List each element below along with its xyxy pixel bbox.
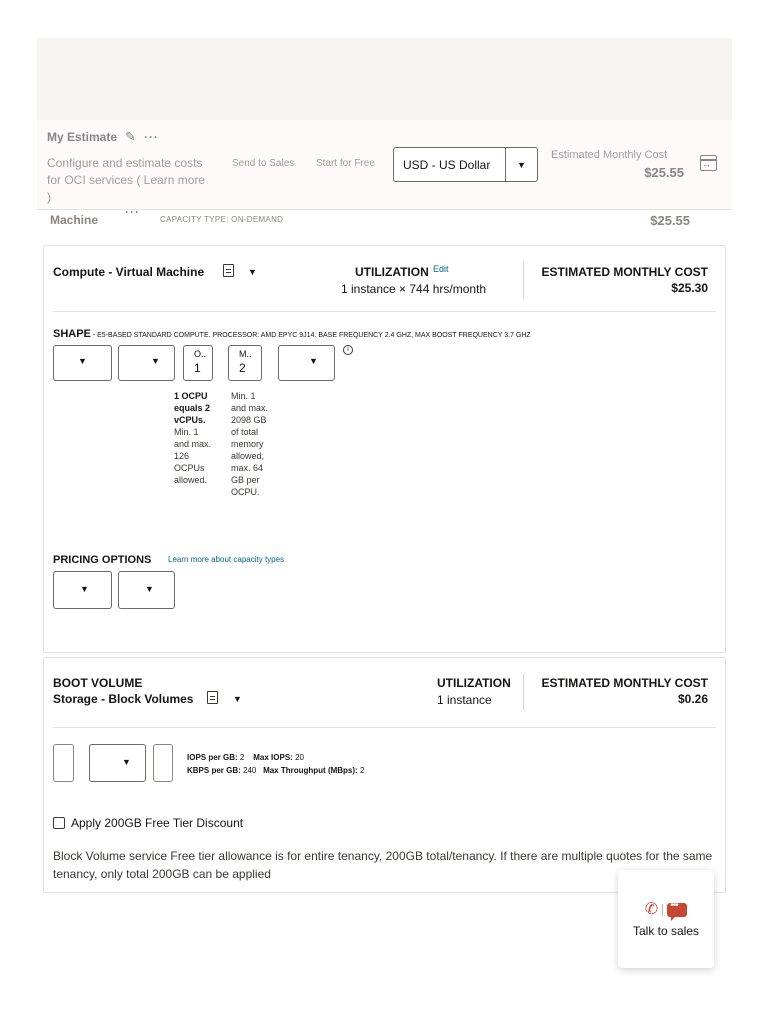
chevron-down-icon: ▼	[122, 757, 131, 767]
capacity-select[interactable]	[118, 571, 175, 609]
chevron-down-icon[interactable]: ▼	[248, 267, 257, 277]
chevron-down-icon[interactable]: ▼	[233, 694, 242, 704]
estimate-description-line: )	[47, 190, 51, 204]
max-iops-value: 20	[295, 753, 304, 762]
chevron-down-icon: ▼	[80, 584, 89, 594]
divider	[523, 674, 524, 710]
ocpu-help-text	[174, 390, 214, 486]
cost-value: $0.26	[677, 692, 708, 706]
estimate-title-row	[47, 129, 159, 145]
divider	[53, 311, 716, 312]
machine-row	[37, 205, 732, 231]
more-icon[interactable]: ···	[125, 205, 140, 219]
ocpu-help: Min. 1 and max. 126 OCPUs allowed.	[174, 427, 212, 485]
monthly-cost-label: Estimated Monthly Cost	[551, 149, 668, 161]
memory-input[interactable]	[228, 345, 262, 381]
chevron-down-icon: ▼	[309, 356, 318, 366]
calendar-icon[interactable]	[700, 155, 717, 171]
iops-per-gb-label: IOPS per GB:	[187, 753, 238, 762]
info-icon[interactable]: i	[343, 345, 353, 355]
memory-value: 2	[239, 361, 246, 375]
capacity-type: CAPACITY TYPE: ON-DEMAND	[160, 215, 284, 224]
iops-info	[187, 751, 364, 777]
iops-per-gb-value: 2	[239, 753, 245, 762]
estimate-title: My Estimate	[47, 130, 118, 144]
free-tier-checkbox[interactable]	[53, 817, 65, 829]
utilization-label: UTILIZATION	[437, 676, 511, 690]
shape-heading	[53, 328, 531, 340]
divider	[523, 262, 524, 298]
max-throughput-value: 2	[359, 766, 365, 775]
talk-icons	[638, 900, 694, 920]
chevron-down-icon[interactable]: ▼	[505, 148, 537, 181]
volume-size-input[interactable]	[53, 744, 74, 782]
send-to-sales-link[interactable]: Send to Sales	[232, 158, 295, 169]
ocpu-label: O..	[194, 349, 207, 359]
cost-label: ESTIMATED MONTHLY COST	[541, 265, 708, 279]
utilization-edit-link[interactable]: Edit	[433, 264, 449, 274]
network-select[interactable]	[278, 345, 335, 381]
top-banner-area	[37, 38, 732, 120]
memory-label: M..	[239, 349, 252, 359]
chat-icon	[667, 903, 687, 917]
machine-cost: $25.55	[650, 213, 690, 228]
ocpu-help-bold: 1 OCPU equals 2 vCPUs.	[174, 391, 211, 425]
more-icon[interactable]: ···	[143, 130, 159, 144]
memory-help-text: Min. 1 and max. 2098 GB of total memory allowed, max. 64 GB per OCPU.	[231, 391, 269, 497]
document-icon[interactable]	[223, 264, 234, 277]
capacity-types-link[interactable]: Learn more about capacity types	[168, 555, 285, 564]
pencil-icon[interactable]: ✎	[125, 129, 136, 144]
utilization-value: 1 instance	[437, 693, 492, 707]
kbps-per-gb-value: 240	[243, 766, 257, 775]
chevron-down-icon: ▼	[78, 356, 87, 366]
machine-label: Machine	[50, 213, 99, 227]
estimate-description-line: Configure and estimate costs	[47, 156, 203, 170]
estimate-header	[37, 120, 732, 210]
shape-select[interactable]	[118, 345, 175, 381]
currency-value: USD - US Dollar	[403, 157, 491, 172]
chevron-down-icon: ▼	[151, 356, 160, 366]
chevron-down-icon: ▼	[145, 584, 154, 594]
boot-volume-title: Storage - Block Volumes	[53, 692, 194, 706]
max-throughput-label: Max Throughput (MBps):	[263, 766, 358, 775]
performance-select[interactable]	[89, 744, 146, 782]
compute-card	[43, 245, 726, 653]
cost-value: $25.30	[671, 281, 708, 295]
free-tier-label[interactable]: Apply 200GB Free Tier Discount	[71, 816, 244, 830]
pricing-options-label: PRICING OPTIONS	[53, 554, 152, 566]
free-tier-note: Block Volume service Free tier allowance is for entire tenancy, 200GB total/tenancy. If there are multiple quotes for the same tenancy, only total 200GB can be applied	[53, 849, 713, 881]
boot-volume-card	[43, 657, 726, 893]
utilization-label: UTILIZATION	[355, 265, 429, 279]
utilization-value: 1 instance × 744 hrs/month	[341, 282, 487, 296]
shape-series-select[interactable]	[53, 345, 112, 381]
talk-to-sales-widget[interactable]	[618, 870, 714, 968]
phone-icon: ✆	[644, 901, 659, 918]
document-icon[interactable]	[207, 691, 218, 704]
boot-volume-header: BOOT VOLUME	[53, 676, 143, 690]
estimate-description	[47, 155, 227, 206]
separator	[662, 904, 663, 916]
shape-description: - E5-BASED STANDARD COMPUTE. PROCESSOR: AMD EPYC 9J14. BASE FREQUENCY 2.4 GHZ, MAX BOOST FREQUENCY 3.7 GHZ	[90, 332, 531, 339]
ocpu-input[interactable]	[183, 345, 213, 381]
ocpu-value: 1	[194, 361, 201, 375]
divider	[53, 727, 716, 728]
cost-label: ESTIMATED MONTHLY COST	[541, 676, 708, 690]
learn-more-link[interactable]: for OCI services ( Learn more	[47, 173, 206, 187]
monthly-cost-value: $25.55	[644, 165, 684, 180]
kbps-per-gb-label: KBPS per GB:	[187, 766, 241, 775]
shape-label: SHAPE	[53, 328, 91, 340]
talk-to-sales-label[interactable]: Talk to sales	[632, 924, 700, 938]
currency-select[interactable]	[393, 147, 538, 182]
vpu-input[interactable]	[153, 744, 173, 782]
max-iops-label: Max IOPS:	[253, 753, 293, 762]
compute-title: Compute - Virtual Machine	[53, 265, 205, 279]
start-for-free-link[interactable]: Start for Free	[316, 158, 375, 169]
pricing-select[interactable]	[53, 571, 112, 609]
